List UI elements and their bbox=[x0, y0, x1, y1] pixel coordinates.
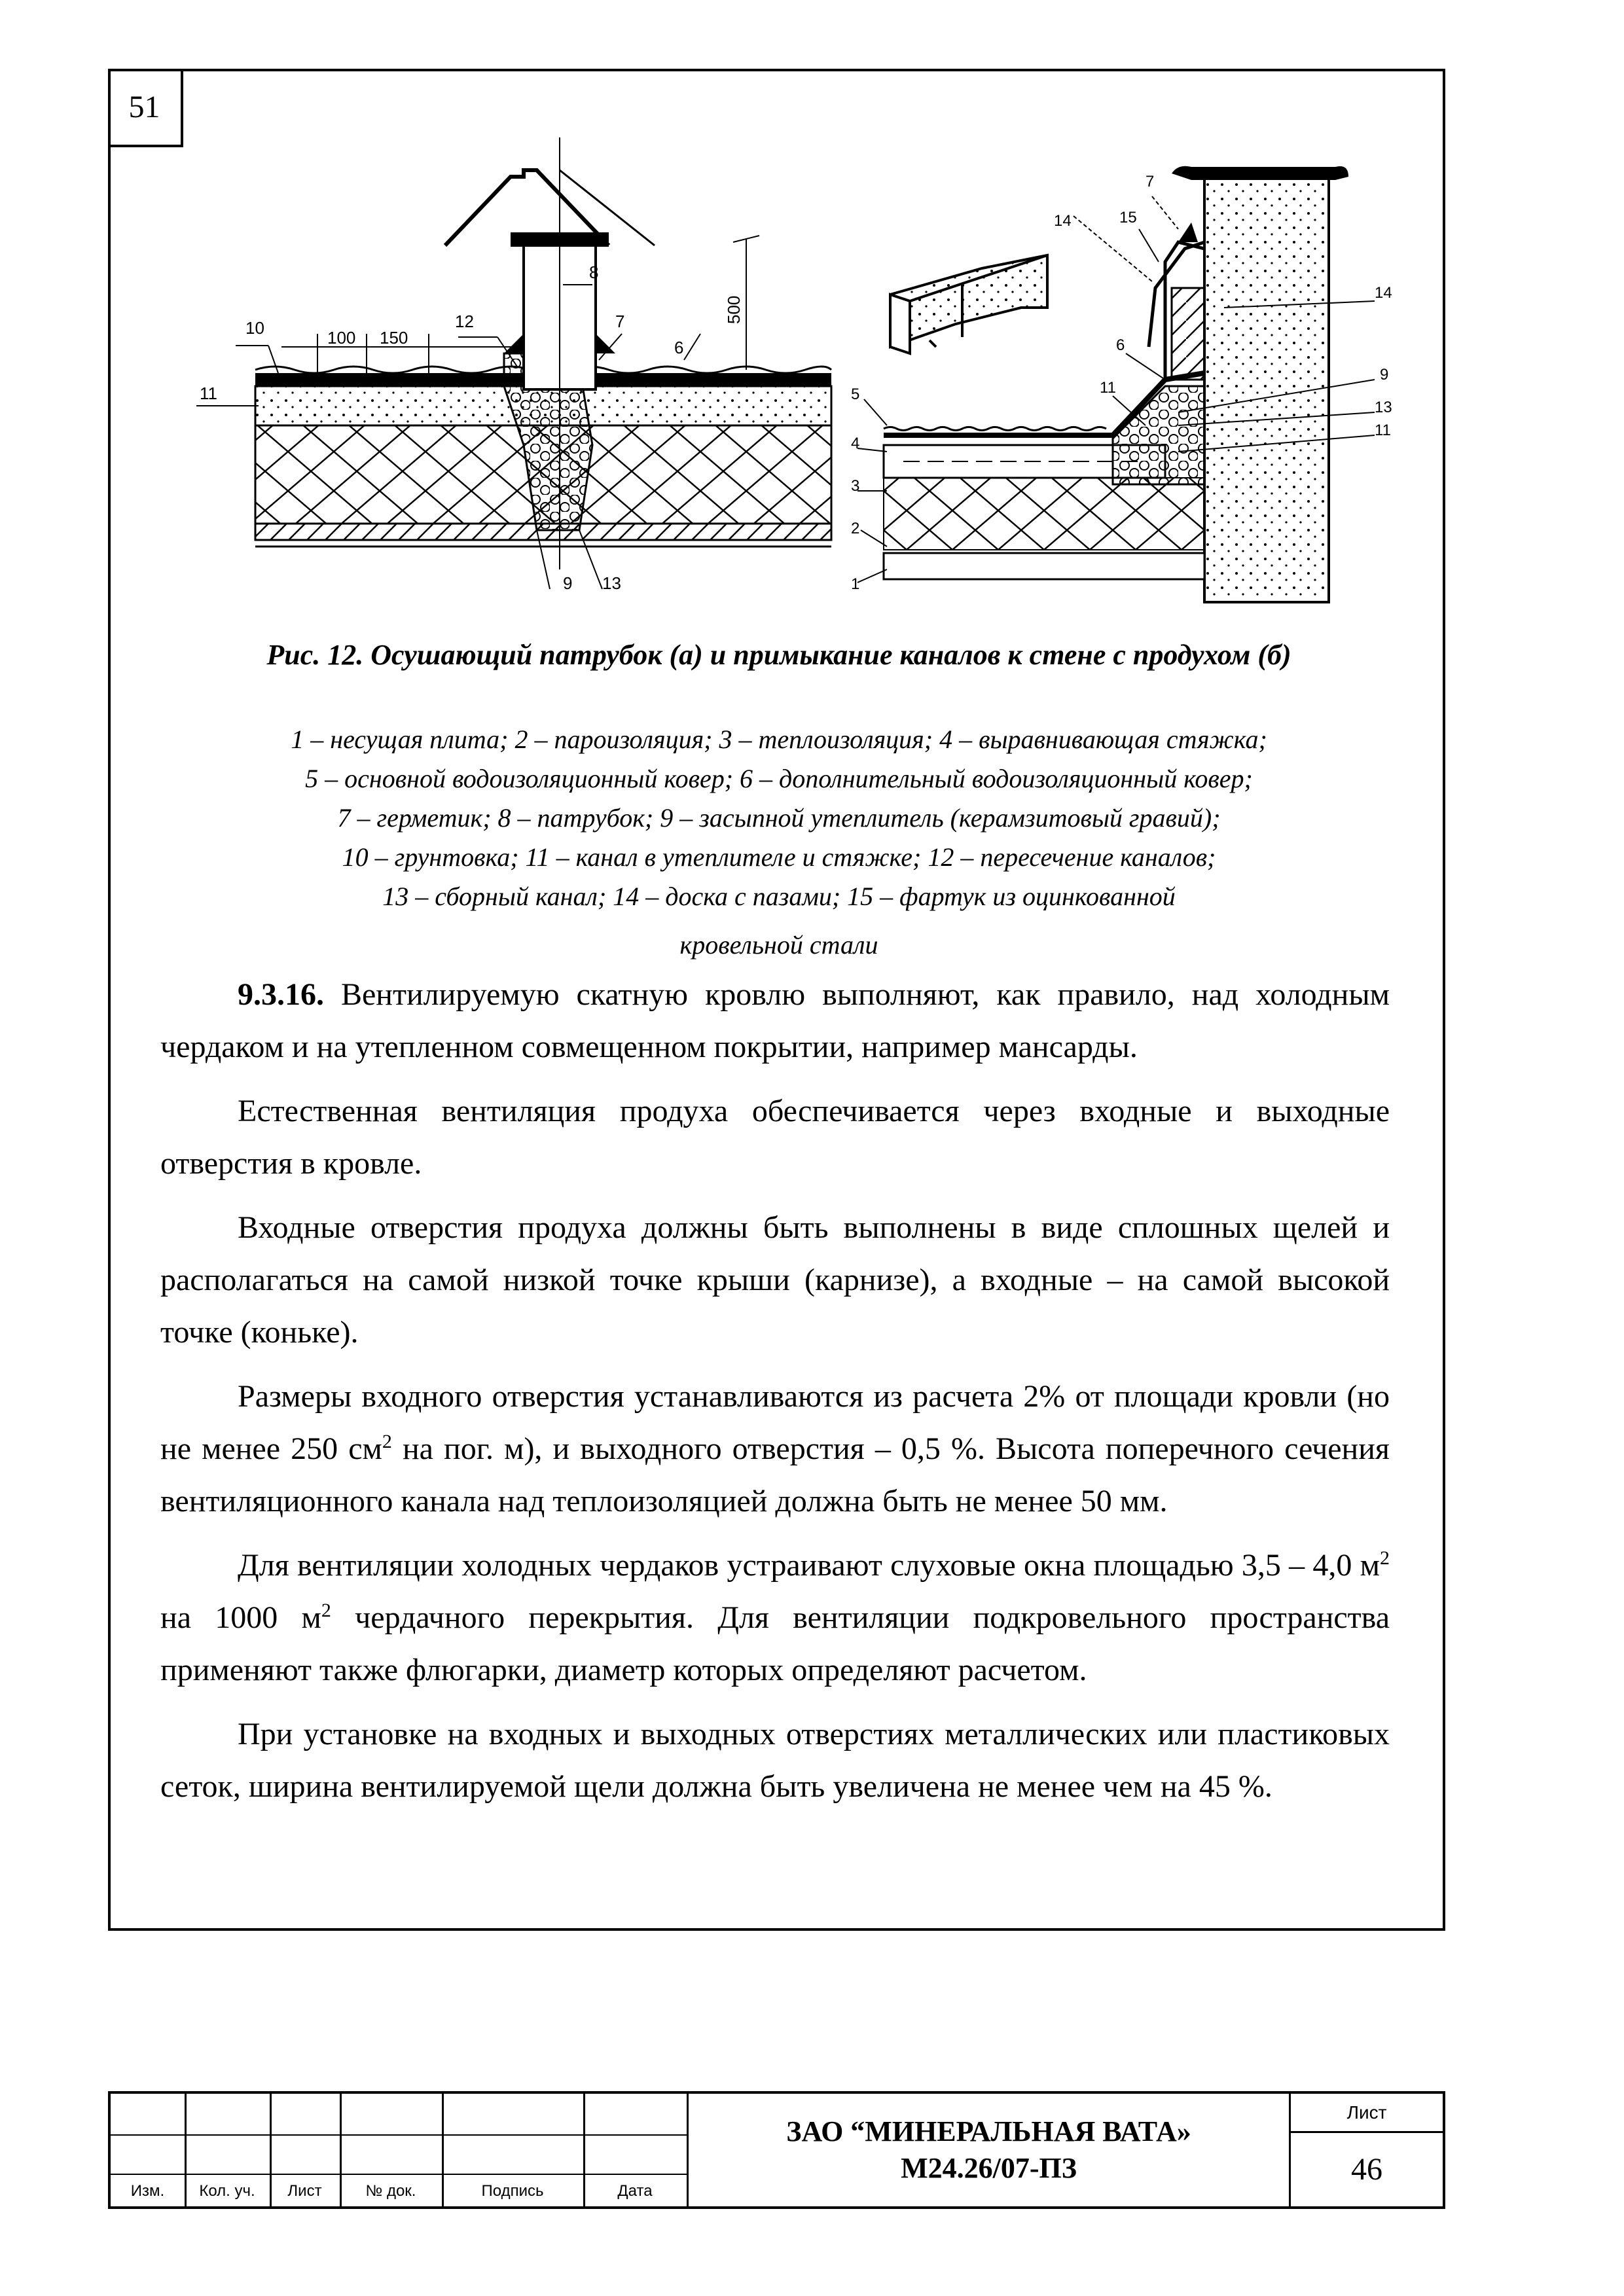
legend-line: 7 – герметик; 8 – патрубок; 9 – засыпной утеплитель (керамзитовый гравий); bbox=[337, 803, 1221, 833]
label-b-11-mid: 11 bbox=[1100, 379, 1116, 397]
organization-name: ЗАО “МИНЕРАЛЬНАЯ ВАТА» bbox=[786, 2115, 1191, 2147]
figure-drawing bbox=[196, 137, 1407, 622]
label-a-8: 8 bbox=[589, 262, 599, 282]
label-b-9: 9 bbox=[1380, 366, 1389, 384]
drawing-b-wall-junction bbox=[857, 166, 1375, 602]
label-b-14-right: 14 bbox=[1375, 284, 1392, 302]
label-b-6: 6 bbox=[1116, 336, 1125, 354]
label-a-7: 7 bbox=[615, 312, 625, 331]
legend-line: 10 – грунтовка; 11 – канал в утеплителе и стяжке; 12 – пересечение каналов; bbox=[342, 842, 1216, 872]
paragraph-9-3-16 bbox=[160, 969, 1390, 1073]
label-a-10: 10 bbox=[245, 318, 264, 338]
label-b-13: 13 bbox=[1375, 399, 1392, 416]
label-b-7: 7 bbox=[1146, 173, 1155, 190]
paragraph-text: Размеры входного отверстия устанавливаются из расчета 2% от площади кровли (но не менее 250 см bbox=[160, 1379, 1390, 1466]
label-b-2: 2 bbox=[851, 520, 860, 537]
paragraph-text: Для вентиляции холодных чердаков устраивают слуховые окна площадью 3,5 – 4,0 м bbox=[238, 1548, 1380, 1583]
legend-line: 13 – сборный канал; 14 – доска с пазами; 15 – фартук из оцинкованной bbox=[382, 882, 1176, 911]
title-block bbox=[108, 2091, 1445, 2209]
paragraph-text: Вентилируемую скатную кровлю выполняют, как правило, над холодным чердаком и на утепленном совмещенном покрытии, например мансарды. bbox=[160, 977, 1390, 1064]
label-a-11: 11 bbox=[200, 384, 217, 403]
paragraph-text: на 1000 м bbox=[160, 1600, 321, 1635]
paragraph bbox=[160, 1539, 1390, 1696]
label-b-15: 15 bbox=[1119, 209, 1137, 226]
sheet-number: 46 bbox=[1351, 2152, 1382, 2187]
label-a-6: 6 bbox=[674, 338, 684, 357]
label-b-11-right: 11 bbox=[1375, 422, 1391, 439]
label-b-3: 3 bbox=[851, 477, 860, 495]
title-block-organization bbox=[687, 2094, 1289, 2206]
page-number: 51 bbox=[108, 69, 183, 147]
label-b-14-top: 14 bbox=[1054, 212, 1072, 230]
clause-number: 9.3.16. bbox=[238, 977, 324, 1012]
drawing-a-dryer-pipe bbox=[196, 137, 831, 589]
label-a-150: 150 bbox=[380, 328, 408, 348]
title-block-labels bbox=[111, 2176, 687, 2206]
superscript: 2 bbox=[321, 1600, 331, 1621]
label-a-12: 12 bbox=[455, 312, 474, 331]
body-text bbox=[160, 969, 1390, 1825]
superscript: 2 bbox=[382, 1431, 392, 1452]
paragraph-text: на пог. м), и выходного отверстия – 0,5 %. Высота поперечного сечения вентиляционного канала над теплоизоляцией должна быть не менее 50 мм. bbox=[160, 1431, 1390, 1518]
label-doc-no: № док. bbox=[365, 2182, 416, 2200]
paragraph: При установке на входных и выходных отверстиях металлических или пластиковых сеток, ширина вентилируемой щели должна быть увеличена не менее чем на 45 %. bbox=[160, 1717, 1390, 1804]
legend-line: кровельной стали bbox=[679, 930, 878, 960]
legend-line: 1 – несущая плита; 2 – пароизоляция; 3 – теплоизоляция; 4 – выравнивающая стяжка; bbox=[291, 725, 1267, 754]
label-signature: Подпись bbox=[481, 2182, 544, 2200]
label-b-1: 1 bbox=[851, 575, 860, 593]
label-a-100: 100 bbox=[327, 328, 356, 348]
figure-legend bbox=[111, 720, 1447, 965]
label-b-4: 4 bbox=[851, 435, 860, 452]
paragraph: Входные отверстия продуха должны быть выполнены в виде сплошных щелей и располагаться на самой низкой точке крыши (карнизе), а входные – на самой высокой точке (коньке). bbox=[160, 1210, 1390, 1350]
label-a-13: 13 bbox=[602, 573, 621, 593]
label-izm: Изм. bbox=[130, 2182, 165, 2200]
label-kol-uch: Кол. уч. bbox=[199, 2182, 255, 2200]
legend-line: 5 – основной водоизоляционный ковер; 6 – дополнительный водоизоляционный ковер; bbox=[305, 764, 1253, 793]
paragraph bbox=[160, 1371, 1390, 1528]
document-code: М24.26/07-ПЗ bbox=[901, 2152, 1077, 2184]
figure-caption: Рис. 12. Осушающий патрубок (а) и примыкание каналов к стене с продухом (б) bbox=[266, 639, 1291, 671]
label-a-500: 500 bbox=[724, 295, 744, 324]
title-block-sheet bbox=[1289, 2094, 1443, 2206]
label-b-5: 5 bbox=[851, 386, 860, 403]
label-a-9: 9 bbox=[563, 573, 573, 593]
label-list: Лист bbox=[287, 2182, 322, 2200]
paragraph: Естественная вентиляция продуха обеспечивается через входные и выходные отверстия в кровле. bbox=[160, 1094, 1390, 1181]
paragraph-text: чердачного перекрытия. Для вентиляции подкровельного пространства применяют также флюгарки, диаметр которых определяют расчетом. bbox=[160, 1600, 1390, 1687]
label-date: Дата bbox=[617, 2182, 653, 2200]
superscript: 2 bbox=[1380, 1547, 1390, 1569]
sheet-label: Лист bbox=[1291, 2094, 1443, 2133]
